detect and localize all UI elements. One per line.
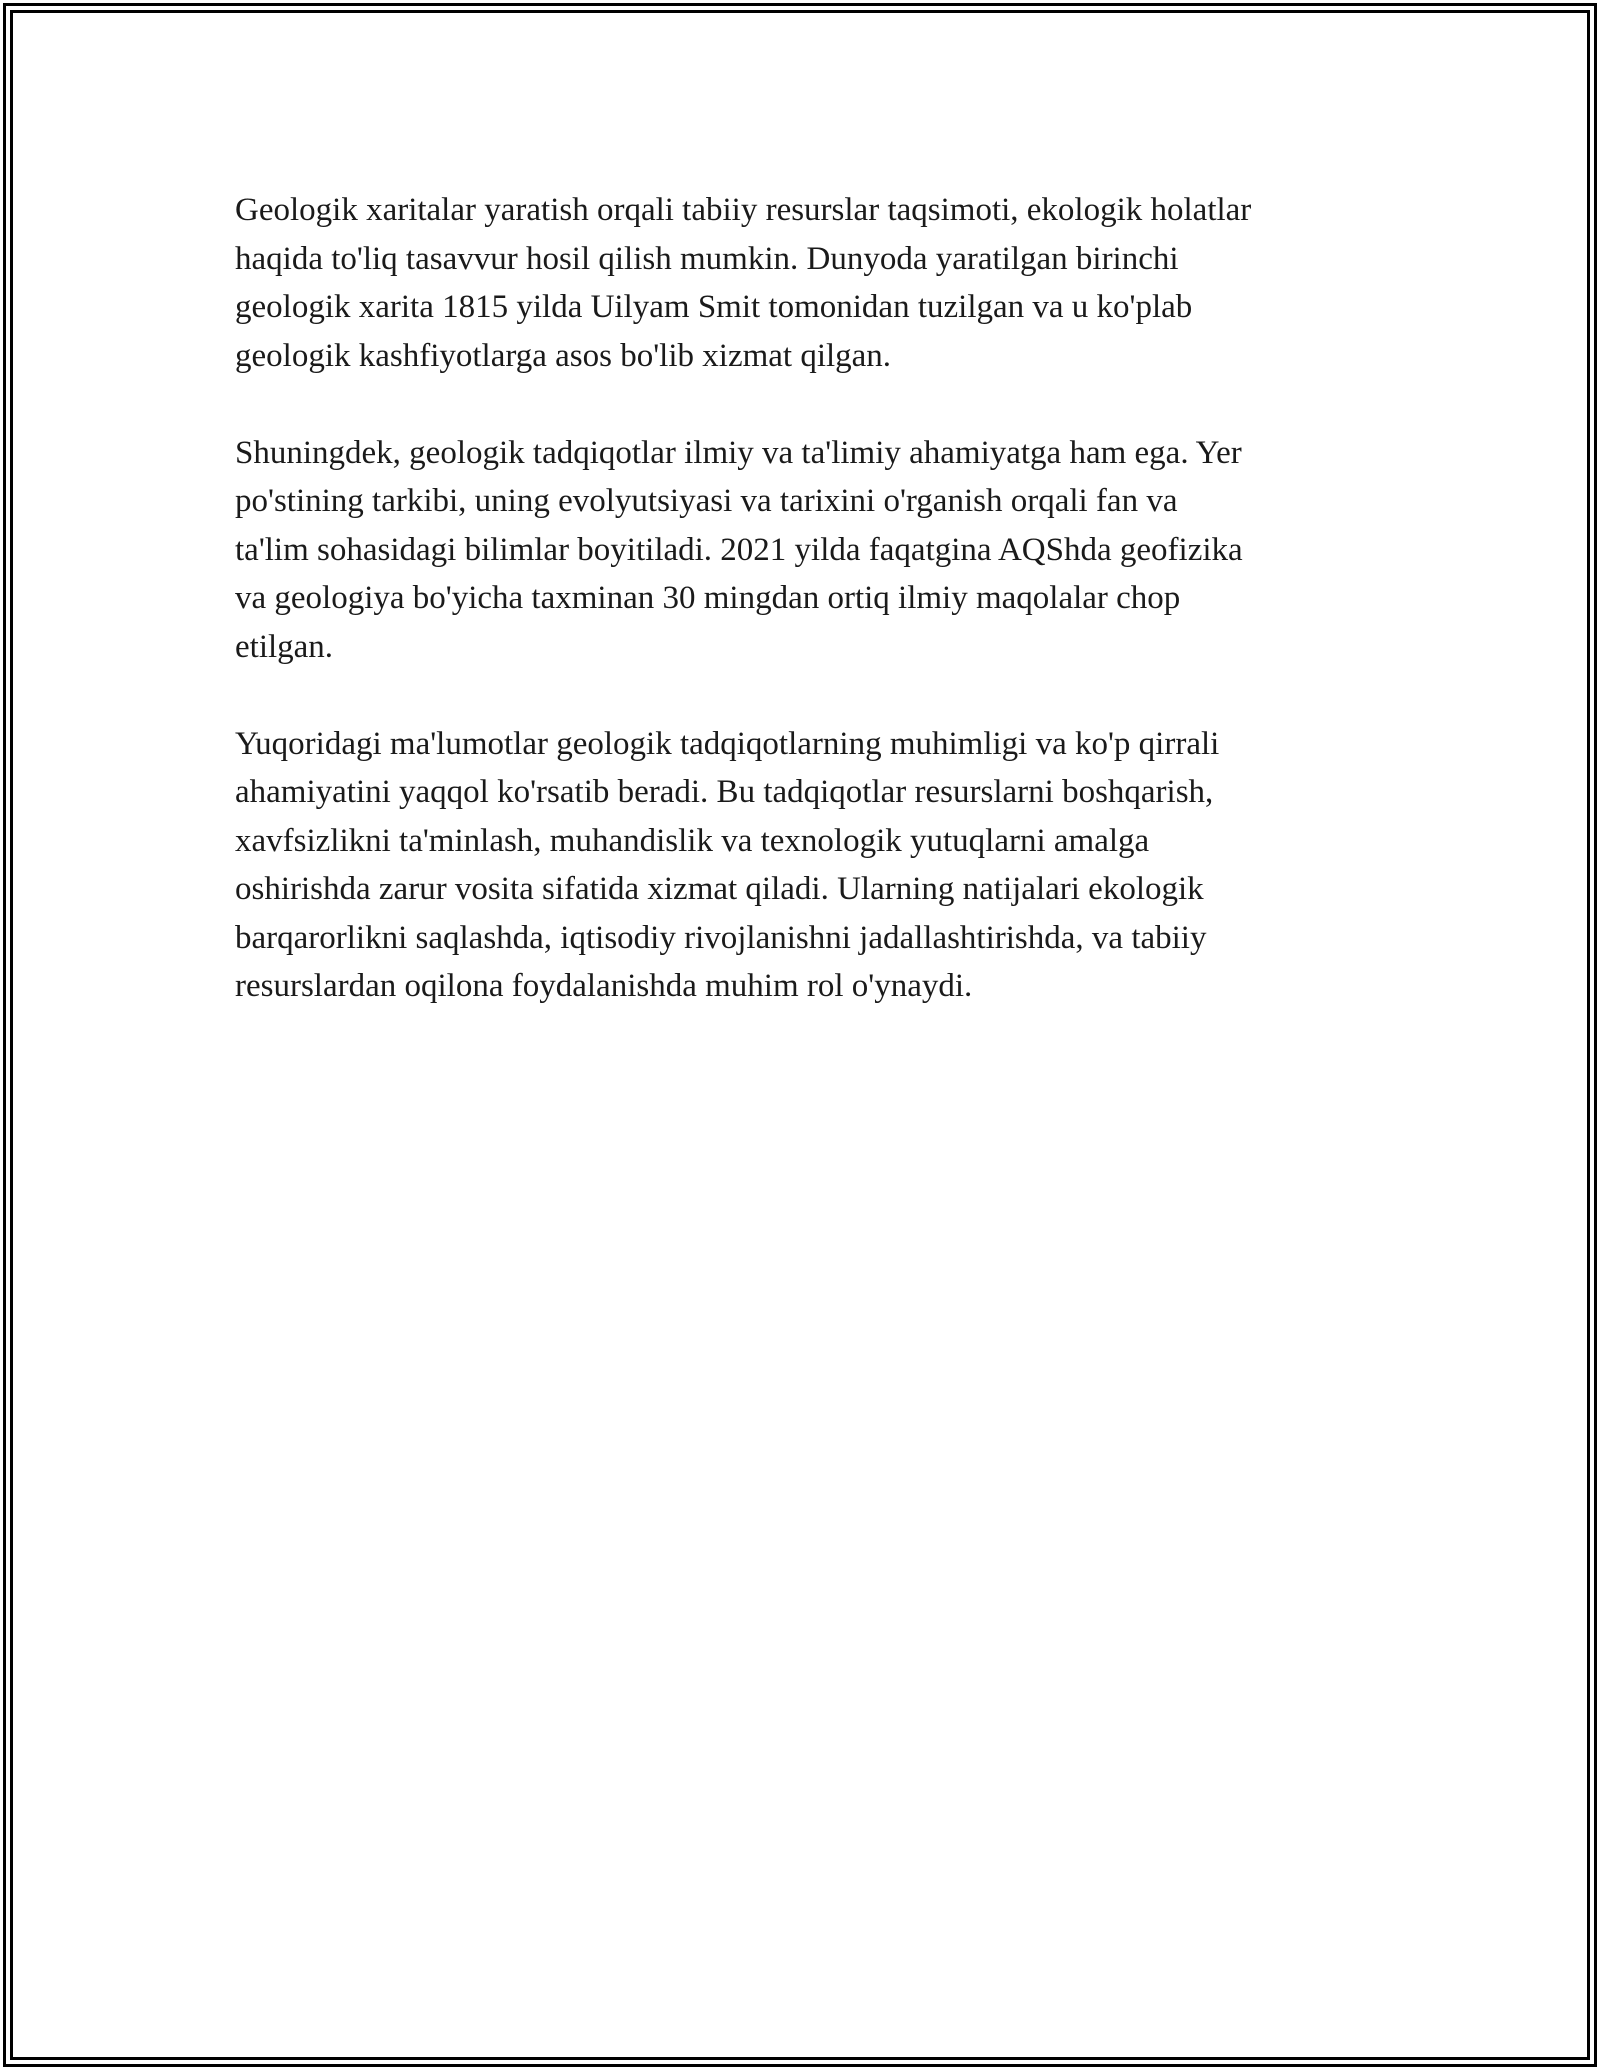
paragraph-scientific-importance: Shuningdek, geologik tadqiqotlar ilmiy va ta'limiy ahamiyatga ham ega. Yer po'stining tarkibi, uning evolyutsiyasi va tarixini o'rganish orqali fan va ta'lim sohasidagi bilimlar boyitiladi. 2021 yilda faqatgina AQShda geofizika va geologiya bo'yicha taxminan 30 mingdan ortiq ilmiy maqolalar chop etilgan. [235,434,1243,665]
document-body [235,186,1385,1059]
paragraph-conclusion: Yuqoridagi ma'lumotlar geologik tadqiqotlarning muhimligi va ko'p qirrali ahamiyatini yaqqol ko'rsatib beradi. Bu tadqiqotlar resurslarni boshqarish, xavfsizlikni ta'minlash, muhandislik va texnologik yutuqlarni amalga oshirishda zarur vosita sifatida xizmat qiladi. Ularning natijalari ekologik barqarorlikni saqlashda, iqtisodiy rivojlanishni jadallashtirishda, va tabiiy resurslardan oqilona foydalanishda muhim rol o'ynaydi. [235,725,1220,1004]
paragraph-geological-maps: Geologik xaritalar yaratish orqali tabiiy resurslar taqsimoti, ekologik holatlar haqida to'liq tasavvur hosil qilish mumkin. Dunyoda yaratilgan birinchi geologik xarita 1815 yilda Uilyam Smit tomonidan tuzilgan va u ko'plab geologik kashfiyotlarga asos bo'lib xizmat qilgan. [235,192,1252,374]
